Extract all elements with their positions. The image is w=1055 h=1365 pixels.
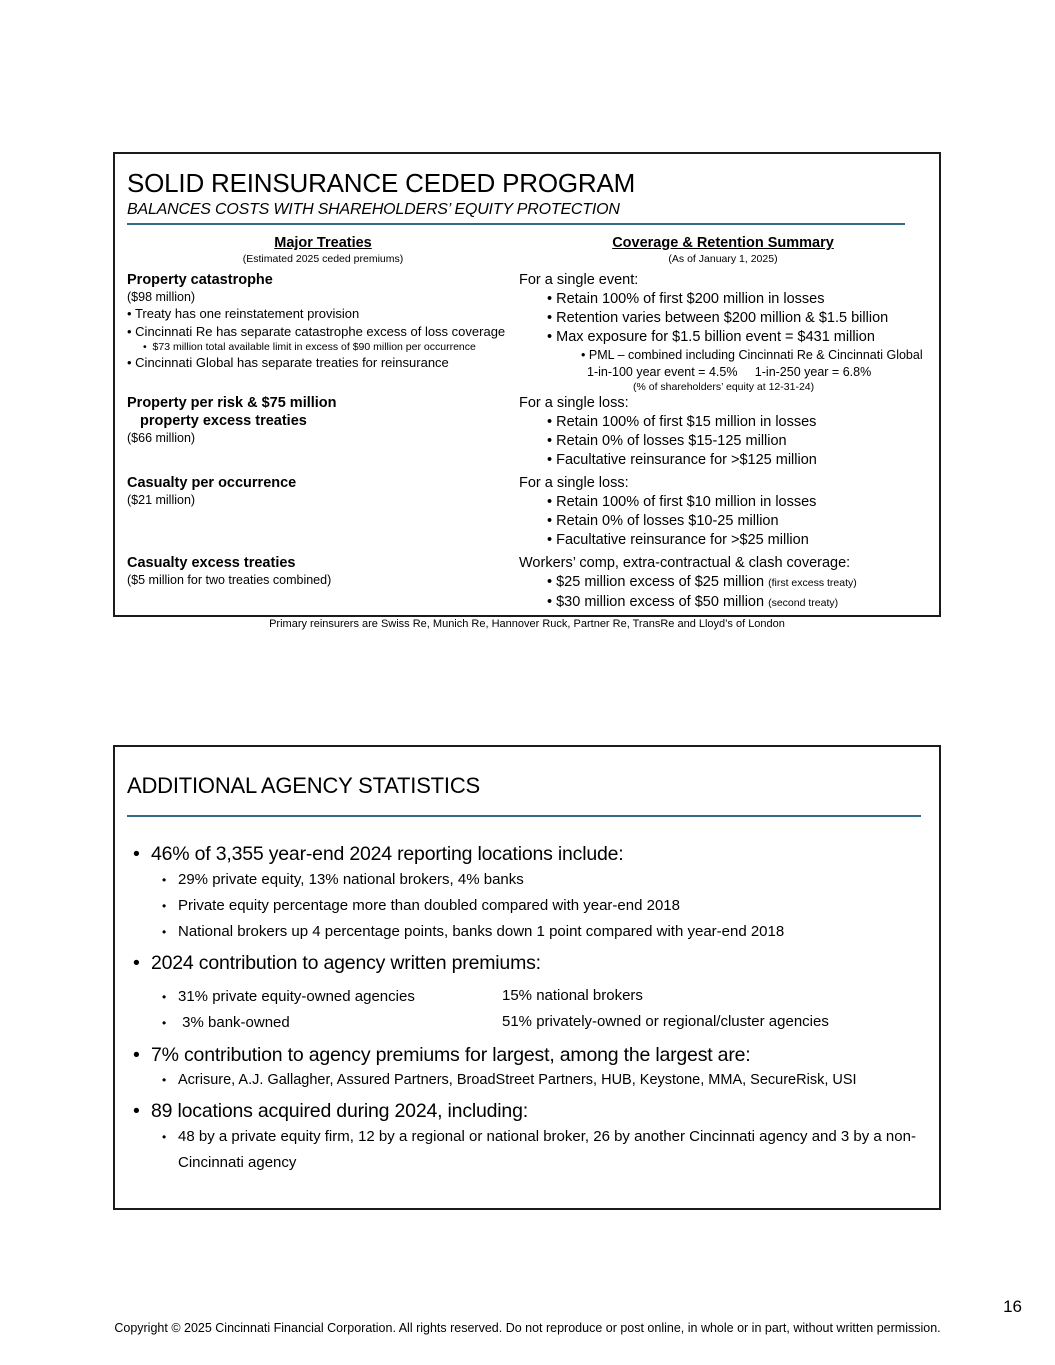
stat-sub-bullet: • Private equity percentage more than doubled compared with year-end 2018 <box>127 893 925 919</box>
stat-sub-value: 51% privately-owned or regional/cluster agencies <box>502 1013 829 1030</box>
treaty-heading: Property per risk & $75 million <box>127 395 337 411</box>
coverage-bullet: • Retain 100% of first $10 million in losses <box>519 493 927 512</box>
coverage-bullet-note: (first excess treaty) <box>768 577 857 589</box>
treaty-amount: ($66 million) <box>127 431 196 445</box>
major-treaties-caption: (Estimated 2025 ceded premiums) <box>242 253 404 265</box>
casualty-excess-cell <box>127 554 519 613</box>
coverage-bullet: • Retention varies between $200 million & $1.5 billion <box>519 309 927 328</box>
coverage-bullet-text: $30 million excess of $50 million <box>556 594 765 610</box>
coverage-lead: For a single loss: <box>519 395 629 411</box>
treaty-amount: ($5 million for two treaties combined) <box>127 573 332 587</box>
stat-sub-bullet: • Acrisure, A.J. Gallagher, Assured Partners, BroadStreet Partners, HUB, Keystone, MMA, SecureRisk, USI <box>127 1068 925 1093</box>
stat-sub-bullet: • National brokers up 4 percentage points, banks down 1 point compared with year-end 2018 <box>127 919 925 945</box>
stat-bullet: • 7% contribution to agency premiums for largest, among the largest are: <box>127 1042 925 1068</box>
reinsurance-slide-panel <box>113 152 941 630</box>
stat-sub-group <box>127 984 925 1036</box>
pml-year-values: 1-in-100 year event = 4.5% 1-in-250 year = 6.8% <box>587 365 872 379</box>
coverage-summary-caption: (As of January 1, 2025) <box>668 253 778 265</box>
pml-equity-note: (% of shareholders’ equity at 12-31-24) <box>633 381 815 393</box>
stat-bullet: • 89 locations acquired during 2024, including: <box>127 1098 925 1124</box>
coverage-summary-header <box>519 234 927 266</box>
agency-statistics-slide-panel <box>113 745 941 1210</box>
treaty-heading-line2: property excess treaties <box>140 413 307 429</box>
casualty-per-occurrence-cell <box>127 474 519 554</box>
slide1-subtitle: BALANCES COSTS WITH SHAREHOLDERS’ EQUITY PROTECTION <box>127 201 620 218</box>
stat-sub-bullet: • 31% private equity-owned agencies <box>127 984 502 1010</box>
property-per-risk-cell <box>127 394 519 474</box>
coverage-bullet-text: $25 million excess of $25 million <box>556 574 765 590</box>
stat-sub-bullet: • 48 by a private equity firm, 12 by a regional or national broker, 26 by another Cincinnati agency and 3 by a non-Cincinnati agency <box>127 1124 925 1175</box>
treaty-heading: Casualty excess treaties <box>127 555 296 571</box>
treaties-coverage-columns <box>127 234 927 613</box>
coverage-bullet: • Max exposure for $1.5 billion event = $431 million <box>519 328 927 347</box>
property-catastrophe-cell <box>127 271 519 394</box>
treaty-heading: Casualty per occurrence <box>127 475 297 491</box>
stat-sub-bullet: • 29% private equity, 13% national brokers, 4% banks <box>127 867 925 893</box>
divider-rule <box>127 223 905 225</box>
stat-sub-bullet: • 3% bank-owned <box>127 1010 502 1036</box>
workers-comp-coverage-cell <box>519 554 927 613</box>
stat-sub-group <box>127 1124 925 1175</box>
coverage-bullet-note: (second treaty) <box>768 597 839 609</box>
coverage-bullet: • Facultative reinsurance for >$125 million <box>519 451 927 470</box>
stat-sub-group <box>127 867 925 945</box>
copyright-notice: Copyright © 2025 Cincinnati Financial Corporation. All rights reserved. Do not reproduce or post online, in whole or in part, without written permission. <box>114 1321 941 1335</box>
stat-sub-value: 15% national brokers <box>502 987 643 1004</box>
coverage-lead: Workers’ comp, extra-contractual & clash coverage: <box>519 555 851 571</box>
divider-rule <box>127 815 921 817</box>
coverage-bullet: • Facultative reinsurance for >$25 million <box>519 531 927 550</box>
stat-sub-group <box>127 1068 925 1093</box>
agency-statistics-list <box>127 841 925 1175</box>
single-event-coverage-cell <box>519 271 927 394</box>
single-loss-coverage-cell <box>519 394 927 474</box>
treaty-amount: ($21 million) <box>127 493 196 507</box>
coverage-lead: For a single event: <box>519 272 639 288</box>
treaty-bullet: • Cincinnati Global has separate treaties for reinsurance <box>127 355 519 372</box>
premium-contribution-row <box>127 984 925 1010</box>
coverage-summary-title: Coverage & Retention Summary <box>612 235 834 251</box>
treaty-sub-bullet: • $73 million total available limit in excess of $90 million per occurrence <box>127 340 519 354</box>
coverage-bullet: • Retain 100% of first $15 million in losses <box>519 413 927 432</box>
page-number: 16 <box>1003 1297 1022 1316</box>
treaty-heading: Property catastrophe <box>127 272 273 288</box>
premium-contribution-row <box>127 1010 925 1036</box>
coverage-bullet <box>519 593 927 613</box>
stat-bullet: • 2024 contribution to agency written premiums: <box>127 950 925 976</box>
coverage-bullet: • Retain 100% of first $200 million in losses <box>519 290 927 309</box>
coverage-bullet <box>519 573 927 593</box>
coverage-lead: For a single loss: <box>519 475 629 491</box>
single-loss-coverage-cell <box>519 474 927 554</box>
primary-reinsurers-footnote: Primary reinsurers are Swiss Re, Munich Re, Hannover Ruck, Partner Re, TransRe and Lloyd’s of London <box>269 618 785 630</box>
major-treaties-header <box>127 234 519 266</box>
slide2-title: ADDITIONAL AGENCY STATISTICS <box>127 773 480 798</box>
coverage-bullet: • Retain 0% of losses $15-125 million <box>519 432 927 451</box>
major-treaties-title: Major Treaties <box>274 235 372 251</box>
treaty-bullet: • Cincinnati Re has separate catastrophe excess of loss coverage <box>127 324 519 341</box>
treaty-amount: ($98 million) <box>127 290 196 304</box>
slide1-title: SOLID REINSURANCE CEDED PROGRAM <box>127 168 636 198</box>
stat-bullet: • 46% of 3,355 year-end 2024 reporting locations include: <box>127 841 925 867</box>
coverage-bullet: • Retain 0% of losses $10-25 million <box>519 512 927 531</box>
pml-note: • PML – combined including Cincinnati Re & Cincinnati Global <box>519 347 927 364</box>
treaty-bullet: • Treaty has one reinstatement provision <box>127 306 519 323</box>
